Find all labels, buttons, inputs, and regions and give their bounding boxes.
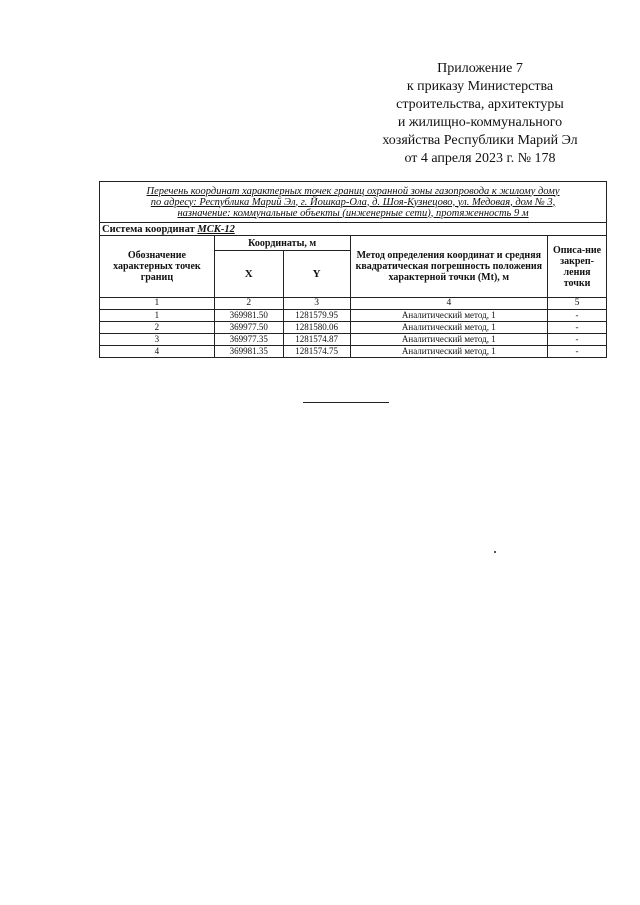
column-number: 4	[350, 298, 547, 310]
point-description: -	[548, 346, 607, 358]
header-y: Y	[283, 251, 350, 298]
table-row	[100, 322, 607, 334]
point-number: 4	[100, 346, 215, 358]
point-method: Аналитический метод, 1	[350, 322, 547, 334]
coordinates-table	[99, 181, 607, 358]
appendix-header	[360, 60, 600, 168]
header-x: X	[214, 251, 283, 298]
point-x: 369981.35	[214, 346, 283, 358]
appendix-line: и жилищно-коммунального	[397, 115, 563, 130]
point-method: Аналитический метод, 1	[350, 310, 547, 322]
point-y: 1281580.06	[283, 322, 350, 334]
coordinate-system-label: Система координат	[102, 223, 195, 235]
point-y: 1281574.75	[283, 346, 350, 358]
table-title-line: назначение: коммунальные объекты (инженерные сети), протяженность 9 м	[177, 207, 529, 219]
table-title	[100, 182, 607, 223]
column-number: 5	[548, 298, 607, 310]
header-row	[100, 236, 607, 251]
column-number-row	[100, 298, 607, 310]
point-method: Аналитический метод, 1	[350, 346, 547, 358]
table-title-line: по адресу: Республика Марий Эл, г. Йошкар-Ола, д. Шоя-Кузнецово, ул. Медовая, дом № 3,	[150, 196, 556, 208]
table-row	[100, 346, 607, 358]
point-number: 3	[100, 334, 215, 346]
coordinate-system-name: МСК-12	[197, 223, 235, 235]
point-y: 1281574.87	[283, 334, 350, 346]
scan-speck	[494, 551, 496, 553]
header-designation: Обозначение характерных точек границ	[100, 236, 215, 298]
point-x: 369981.50	[214, 310, 283, 322]
point-x: 369977.50	[214, 322, 283, 334]
table-title-line: Перечень координат характерных точек границ охранной зоны газопровода к жилому дому	[146, 185, 560, 197]
point-description: -	[548, 322, 607, 334]
point-method: Аналитический метод, 1	[350, 334, 547, 346]
table-row	[100, 334, 607, 346]
table-row	[100, 310, 607, 322]
header-description: Описа-ние закреп-ления точки	[548, 236, 607, 298]
point-y: 1281579.95	[283, 310, 350, 322]
column-number: 2	[214, 298, 283, 310]
appendix-line: к приказу Министерства	[406, 79, 554, 94]
header-coordinates: Координаты, м	[214, 236, 350, 251]
column-number: 1	[100, 298, 215, 310]
point-number: 1	[100, 310, 215, 322]
appendix-line: хозяйства Республики Марий Эл	[382, 133, 578, 148]
coordinate-system-row	[100, 223, 607, 236]
point-number: 2	[100, 322, 215, 334]
closing-rule	[303, 402, 389, 403]
appendix-line: Приложение 7	[437, 61, 523, 76]
coordinate-system	[100, 223, 607, 236]
header-method: Метод определения координат и средняя квадратическая погрешность положения характерной точки (Mt), м	[350, 236, 547, 298]
appendix-line: строительства, архитектуры	[396, 97, 564, 112]
point-x: 369977.35	[214, 334, 283, 346]
point-description: -	[548, 334, 607, 346]
column-number: 3	[283, 298, 350, 310]
point-description: -	[548, 310, 607, 322]
table-title-row	[100, 182, 607, 223]
appendix-line: от 4 апреля 2023 г. № 178	[404, 151, 556, 166]
